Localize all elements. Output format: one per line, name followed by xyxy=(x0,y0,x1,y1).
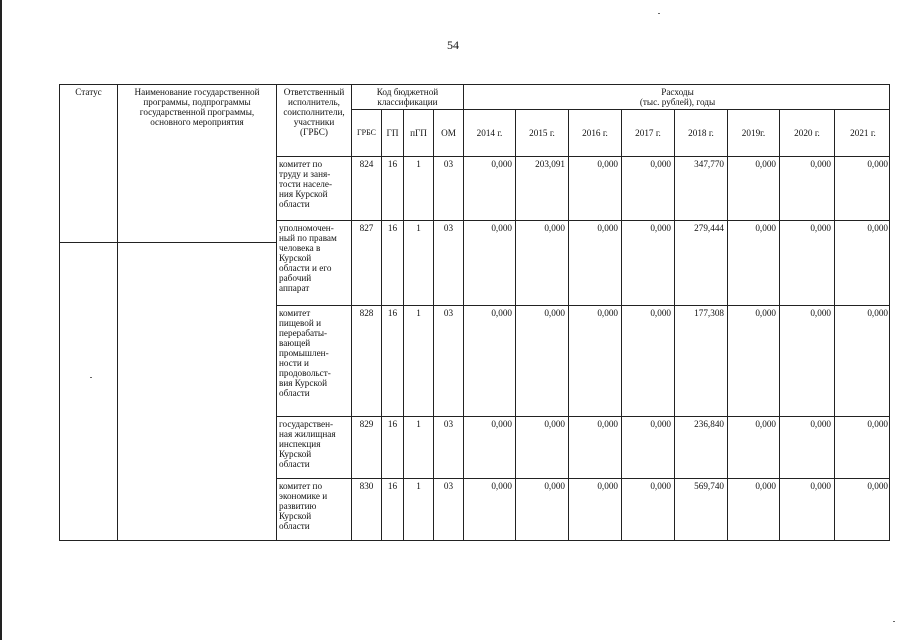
code-cell-om xyxy=(434,306,464,417)
code-cell-om xyxy=(434,479,464,541)
budget-table xyxy=(59,84,890,541)
responsible-text: государствен- ная жилищная инспекция Курской области xyxy=(279,419,336,469)
expense-value-2020: 0,000 xyxy=(810,308,831,318)
expense-value-2018: 569,740 xyxy=(694,481,724,491)
responsible-cell xyxy=(277,157,352,221)
code-cell-om xyxy=(434,417,464,479)
expense-value-2019: 0,000 xyxy=(755,481,776,491)
code-value-pgp: 1 xyxy=(416,223,421,233)
header-expenses xyxy=(464,85,890,110)
code-value-om: 03 xyxy=(443,419,454,429)
expense-cell-2017 xyxy=(622,306,675,417)
header-code-pgp-label: пГП xyxy=(410,128,427,138)
expense-cell-2015 xyxy=(516,306,569,417)
expense-value-2015: 0,000 xyxy=(544,223,565,233)
code-value-pgp: 1 xyxy=(416,419,421,429)
header-status xyxy=(60,85,118,243)
code-value-gp: 16 xyxy=(387,223,398,233)
code-cell-gp xyxy=(382,221,404,306)
expense-value-2016: 0,000 xyxy=(597,481,618,491)
header-year-2021 xyxy=(835,110,890,157)
responsible-cell xyxy=(277,479,352,541)
code-value-pgp: 1 xyxy=(416,159,421,169)
expense-value-2020: 0,000 xyxy=(810,223,831,233)
expense-value-2017: 0,000 xyxy=(650,159,671,169)
code-value-gp: 16 xyxy=(387,481,398,491)
header-year-2015-label: 2015 г. xyxy=(529,128,555,138)
expense-cell-2020 xyxy=(780,157,835,221)
code-cell-grbs xyxy=(352,157,382,221)
header-program-name xyxy=(118,85,277,243)
header-year-2018 xyxy=(675,110,728,157)
expense-value-2019: 0,000 xyxy=(755,419,776,429)
expense-value-2016: 0,000 xyxy=(597,308,618,318)
header-year-2016 xyxy=(569,110,622,157)
expense-value-2021: 0,000 xyxy=(867,308,888,318)
expense-cell-2016 xyxy=(569,479,622,541)
expense-value-2018: 347,770 xyxy=(694,159,724,169)
expense-cell-2021 xyxy=(835,479,890,541)
expense-value-2016: 0,000 xyxy=(597,223,618,233)
header-year-2018-label: 2018 г. xyxy=(688,128,714,138)
scan-speck xyxy=(658,13,660,14)
expense-value-2018: 279,444 xyxy=(694,223,724,233)
header-budget-code xyxy=(352,85,464,110)
expense-cell-2019 xyxy=(728,221,780,306)
code-value-om: 03 xyxy=(443,223,454,233)
expense-value-2021: 0,000 xyxy=(867,223,888,233)
header-code-om xyxy=(434,110,464,157)
code-value-om: 03 xyxy=(443,308,454,318)
header-responsible-label: Ответственный исполнитель, соисполнители, участники (ГРБС) xyxy=(283,87,345,137)
page-number: 54 xyxy=(447,38,459,52)
header-year-2016-label: 2016 г. xyxy=(582,128,608,138)
expense-value-2020: 0,000 xyxy=(810,159,831,169)
code-cell-grbs xyxy=(352,417,382,479)
code-cell-om xyxy=(434,157,464,221)
header-code-gp xyxy=(382,110,404,157)
expense-value-2014: 0,000 xyxy=(491,419,512,429)
expense-cell-2019 xyxy=(728,157,780,221)
expense-value-2014: 0,000 xyxy=(491,481,512,491)
expense-value-2021: 0,000 xyxy=(867,481,888,491)
expense-value-2014: 0,000 xyxy=(491,308,512,318)
code-cell-gp xyxy=(382,479,404,541)
expense-value-2017: 0,000 xyxy=(650,223,671,233)
expense-value-2016: 0,000 xyxy=(597,159,618,169)
expense-value-2018: 236,840 xyxy=(694,419,724,429)
code-cell-grbs xyxy=(352,306,382,417)
code-cell-pgp xyxy=(404,306,434,417)
expense-cell-2020 xyxy=(780,306,835,417)
header-code-om-label: ОМ xyxy=(441,128,456,138)
code-cell-pgp xyxy=(404,417,434,479)
expense-cell-2020 xyxy=(780,221,835,306)
expense-cell-2014 xyxy=(464,221,516,306)
code-value-pgp: 1 xyxy=(416,308,421,318)
header-year-2019 xyxy=(728,110,780,157)
expense-value-2014: 0,000 xyxy=(491,223,512,233)
code-cell-gp xyxy=(382,417,404,479)
expense-value-2015: 0,000 xyxy=(544,419,565,429)
header-year-2015 xyxy=(516,110,569,157)
header-expenses-label: Расходы (тыс. рублей), годы xyxy=(639,87,716,107)
expense-cell-2021 xyxy=(835,417,890,479)
code-value-gp: 16 xyxy=(387,159,398,169)
expense-cell-2021 xyxy=(835,157,890,221)
expense-cell-2017 xyxy=(622,221,675,306)
status-cell-empty xyxy=(60,243,118,541)
code-value-grbs: 828 xyxy=(359,308,374,318)
scan-edge-line xyxy=(0,0,2,640)
header-year-2020-label: 2020 г. xyxy=(794,128,820,138)
code-value-grbs: 829 xyxy=(359,419,374,429)
header-code-gp-label: ГП xyxy=(386,128,399,138)
code-cell-pgp xyxy=(404,479,434,541)
code-cell-gp xyxy=(382,157,404,221)
expense-cell-2018 xyxy=(675,157,728,221)
header-year-2019-label: 2019г. xyxy=(741,128,766,138)
expense-cell-2017 xyxy=(622,479,675,541)
expense-value-2015: 0,000 xyxy=(544,481,565,491)
header-year-2014 xyxy=(464,110,516,157)
expense-value-2019: 0,000 xyxy=(755,223,776,233)
responsible-cell xyxy=(277,221,352,306)
responsible-text: комитет по экономике и развитию Курской области xyxy=(279,481,328,531)
expense-value-2017: 0,000 xyxy=(650,481,671,491)
code-value-gp: 16 xyxy=(387,419,398,429)
expense-cell-2018 xyxy=(675,221,728,306)
expense-cell-2019 xyxy=(728,479,780,541)
header-status-label: Статус xyxy=(75,87,102,97)
header-program-name-label: Наименование государственной программы, подпрограммы государственной программы, основного мероприятия xyxy=(134,87,260,127)
expense-cell-2021 xyxy=(835,306,890,417)
responsible-cell xyxy=(277,417,352,479)
expense-cell-2019 xyxy=(728,306,780,417)
header-code-grbs xyxy=(352,110,382,157)
expense-value-2020: 0,000 xyxy=(810,419,831,429)
expense-value-2018: 177,308 xyxy=(694,308,724,318)
code-value-grbs: 830 xyxy=(359,481,374,491)
code-cell-om xyxy=(434,221,464,306)
expense-cell-2014 xyxy=(464,479,516,541)
expense-value-2015: 203,091 xyxy=(535,159,565,169)
expense-cell-2015 xyxy=(516,157,569,221)
code-cell-grbs xyxy=(352,221,382,306)
header-year-2021-label: 2021 г. xyxy=(850,128,876,138)
scan-speck xyxy=(893,621,895,622)
expense-value-2014: 0,000 xyxy=(491,159,512,169)
code-value-grbs: 827 xyxy=(359,223,374,233)
expense-cell-2016 xyxy=(569,157,622,221)
expense-value-2020: 0,000 xyxy=(810,481,831,491)
expense-cell-2014 xyxy=(464,417,516,479)
header-code-grbs-label: ГРБС xyxy=(357,128,376,137)
code-cell-pgp xyxy=(404,157,434,221)
header-code-pgp xyxy=(404,110,434,157)
header-year-2020 xyxy=(780,110,835,157)
expense-cell-2017 xyxy=(622,157,675,221)
header-budget-code-label: Код бюджетной классификации xyxy=(376,87,439,107)
expense-cell-2021 xyxy=(835,221,890,306)
expense-cell-2016 xyxy=(569,306,622,417)
header-year-2017-label: 2017 г. xyxy=(635,128,661,138)
code-value-gp: 16 xyxy=(387,308,398,318)
code-value-om: 03 xyxy=(443,481,454,491)
responsible-cell xyxy=(277,306,352,417)
expense-cell-2015 xyxy=(516,221,569,306)
expense-value-2016: 0,000 xyxy=(597,419,618,429)
code-cell-grbs xyxy=(352,479,382,541)
expense-cell-2017 xyxy=(622,417,675,479)
expense-cell-2020 xyxy=(780,479,835,541)
expense-value-2017: 0,000 xyxy=(650,308,671,318)
expense-value-2019: 0,000 xyxy=(755,308,776,318)
expense-value-2015: 0,000 xyxy=(544,308,565,318)
code-value-om: 03 xyxy=(443,159,454,169)
code-cell-gp xyxy=(382,306,404,417)
responsible-text: комитет по труду и заня- тости населе- ния Курской области xyxy=(279,159,333,209)
header-responsible xyxy=(277,85,352,157)
expense-value-2017: 0,000 xyxy=(650,419,671,429)
code-value-grbs: 824 xyxy=(359,159,374,169)
code-value-pgp: 1 xyxy=(416,481,421,491)
responsible-text: комитет пищевой и перерабаты- вающей промышлен- ности и продовольст- вия Курской области xyxy=(279,308,331,398)
expense-value-2021: 0,000 xyxy=(867,419,888,429)
expense-cell-2019 xyxy=(728,417,780,479)
expense-cell-2020 xyxy=(780,417,835,479)
expense-cell-2018 xyxy=(675,417,728,479)
expense-cell-2014 xyxy=(464,306,516,417)
expense-value-2019: 0,000 xyxy=(755,159,776,169)
expense-cell-2014 xyxy=(464,157,516,221)
header-year-2014-label: 2014 г. xyxy=(476,128,503,138)
expense-cell-2016 xyxy=(569,221,622,306)
expense-value-2021: 0,000 xyxy=(867,159,888,169)
expense-cell-2015 xyxy=(516,479,569,541)
expense-cell-2015 xyxy=(516,417,569,479)
program-name-cell-empty xyxy=(118,243,277,541)
responsible-text: уполномочен- ный по правам человека в Курской области и его рабочий аппарат xyxy=(279,223,337,293)
expense-cell-2018 xyxy=(675,306,728,417)
expense-cell-2018 xyxy=(675,479,728,541)
code-cell-pgp xyxy=(404,221,434,306)
header-year-2017 xyxy=(622,110,675,157)
expense-cell-2016 xyxy=(569,417,622,479)
